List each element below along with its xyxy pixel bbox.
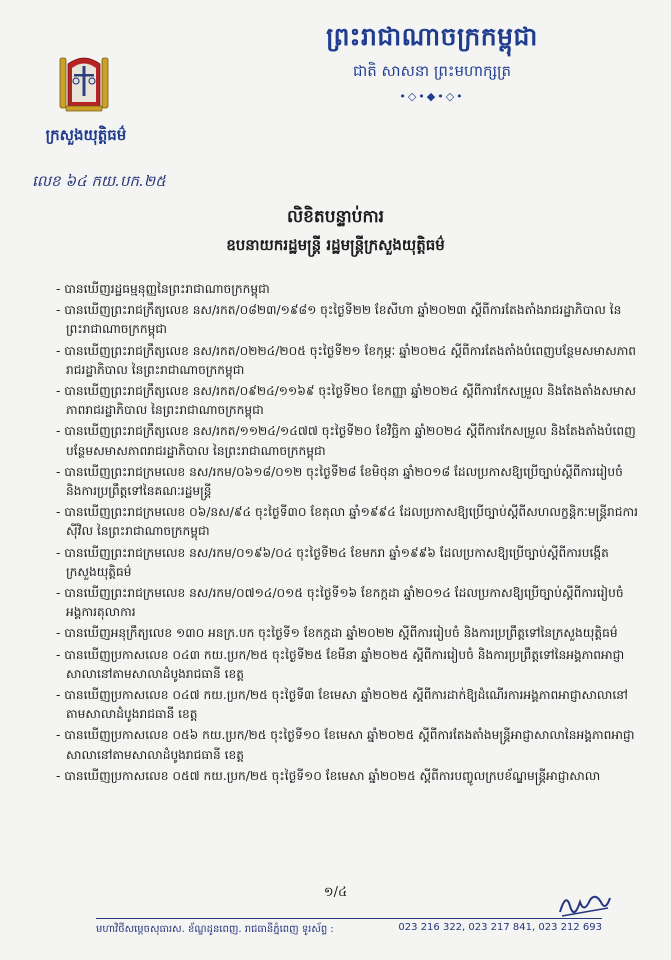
ministry-name: ក្រសួងយុត្តិធម៌ [45, 126, 127, 144]
footer-address: មហាវិថីសម្តេចសុធារស. ខ័ណ្ឌដូនពេញ. រាជធានីភ្នំពេញ ទូរស័ព្ទ : [96, 924, 334, 935]
reference-number: លេខ ៦៤ កយ.បក.២៥ [32, 172, 166, 190]
clause-item: - បានឃើញព្រះរាជក្រឹត្យលេខ នស/រកត/០៨២៣/១៩៨១ ចុះថ្ងៃទី២២ ខែសីហា ឆ្នាំ២០២៣ ស្តីពីការតែងតាំងរាជរដ្ឋាភិបាល នៃព្រះរាជាណាចក្រកម្ពុជា [56, 303, 622, 337]
document-subtitle: ឧបនាយករដ្ឋមន្ត្រី រដ្ឋមន្ត្រីក្រសួងយុត្តិធម៌ [226, 236, 445, 254]
clause-item: - បានឃើញព្រះរាជក្រឹត្យលេខ នស/រកត/០២២៤/២០៥ ចុះថ្ងៃទី២១ ខែកុម្ភៈ ឆ្នាំ២០២៤ ស្តីពីការតែងតាំងបំពេញបន្ថែមសមាសភាពរាជរដ្ឋាភិបាល នៃព្រះរាជាណាចក្រកម្ពុជា [56, 343, 637, 377]
clause-list [56, 280, 638, 788]
kingdom-title: ព្រះរាជាណាចក្រកម្ពុជា [326, 22, 538, 51]
footer [96, 922, 602, 937]
clause-item: - បានឃើញអនុក្រឹត្យលេខ ១៣០ អនក្រ.បក ចុះថ្ងៃទី១ ខែកក្កដា ឆ្នាំ២០២២ ស្តីពីការរៀបចំ និងការប្រព្រឹត្តទៅនៃក្រសួងយុត្តិធម៌ [56, 626, 618, 641]
document-title: លិខិតបន្ទាប់ការ [286, 207, 385, 227]
kingdom-header [222, 22, 642, 103]
clause-item: - បានឃើញព្រះរាជក្រមលេខ នស/រកម/០១៩៦/០៤ ចុះថ្ងៃទី២៤ ខែមករា ឆ្នាំ១៩៩៦ ដែលប្រកាសឱ្យប្រើច្បាប់ស្តីពីការបង្កើតក្រសួងយុត្តិធម៌ [56, 545, 609, 579]
clause-item: - បានឃើញប្រកាសលេខ ០៥៧ កយ.ប្រក/២៥ ចុះថ្ងៃទី១០ ខែមេសា ឆ្នាំ២០២៥ ស្តីពីការបញ្ចូលក្របខ័ណ្ឌមន្ត្រីអាជ្ញាសាលា [56, 768, 601, 783]
clause-item: - បានឃើញប្រកាសលេខ ០៤៣ កយ.ប្រក/២៥ ចុះថ្ងៃទី២៥ ខែមីនា ឆ្នាំ២០២៥ ស្តីពីការរៀបចំ និងការប្រព្រឹត្តទៅនៃអង្គភាពអាជ្ញាសាលានៅតាមសាលាដំបូងរាជធានី ខេត្ត [56, 647, 625, 681]
clause-item: - បានឃើញព្រះរាជក្រឹត្យលេខ នស/រកត/១១២៤/១៤៧៧ ចុះថ្ងៃទី២០ ខែវិច្ឆិកា ឆ្នាំ២០២៤ ស្តីពីការកែសម្រួល និងតែងតាំងបំពេញបន្ថែមសមាសភាពរាជរដ្ឋាភិបាល នៃព្រះរាជាណាចក្រកម្ពុជា [56, 424, 636, 458]
footer-divider [96, 918, 602, 919]
clause-item: - បានឃើញប្រកាសលេខ ០៤៧ កយ.ប្រក/២៥ ចុះថ្ងៃទី៣ ខែមេសា ឆ្នាំ២០២៥ ស្តីពីការដាក់ឱ្យដំណើរការអង្គភាពអាជ្ញាសាលានៅតាមសាលាដំបូងរាជធានី ខេត្ត [56, 688, 628, 722]
clause-item: - បានឃើញព្រះរាជក្រឹត្យលេខ នស/រកត/០៩២៤/១១៦៩ ចុះថ្ងៃទី២០ ខែកញ្ញា ឆ្នាំ២០២៤ ស្តីពីការកែសម្រួល និងតែងតាំងសមាសភាពរាជរដ្ឋាភិបាល នៃព្រះរាជាណាចក្រកម្ពុជា [56, 384, 637, 418]
footer-phones: 023 216 322, 023 217 841, 023 212 693 [398, 922, 602, 933]
ministry-emblem-icon [58, 50, 110, 114]
signature-initials-icon [554, 888, 614, 920]
clause-item: - បានឃើញព្រះរាជក្រមលេខ នស/រកម/០៦១៨/០១២ ចុះថ្ងៃទី២៨ ខែមិថុនា ឆ្នាំ២០១៨ ដែលប្រកាសឱ្យប្រើច្បាប់ស្តីពីការរៀបចំ និងការប្រព្រឹត្តទៅនៃគណៈរដ្ឋមន្ត្រី [56, 464, 623, 499]
clause-item: - បានឃើញប្រកាសលេខ ០៥៦ កយ.ប្រក/២៥ ចុះថ្ងៃទី១០ ខែមេសា ឆ្នាំ២០២៥ ស្តីពីការតែងតាំងមន្ត្រីអាជ្ញាសាលានៃអង្គភាពអាជ្ញាសាលានៅតាមសាលាដំបូងរាជធានី ខេត្ត [56, 728, 635, 762]
national-motto: ជាតិ សាសនា ព្រះមហាក្សត្រ [352, 62, 512, 80]
page-number: ១/៤ [323, 885, 348, 900]
clause-item: - បានឃើញព្រះរាជក្រមលេខ នស/រកម/០៧១៤/០១៥ ចុះថ្ងៃទី១៦ ខែកក្កដា ឆ្នាំ២០១៤ ដែលប្រកាសឱ្យប្រើច្បាប់ស្តីពីការរៀបចំអង្គការតុលាការ [56, 586, 624, 620]
clause-item: - បានឃើញរដ្ឋធម្មនុញ្ញនៃព្រះរាជាណាចក្រកម្ពុជា [56, 282, 270, 296]
header-ornament: •◇•◆•◇• [399, 90, 465, 103]
clause-item: - បានឃើញព្រះរាជក្រមលេខ ០៦/នស/៩៤ ចុះថ្ងៃទី៣០ ខែតុលា ឆ្នាំ១៩៩៤ ដែលប្រកាសឱ្យប្រើច្បាប់ស្តីពីសហលក្ខន្តិកៈមន្ត្រីរាជការស៊ីវិល នៃព្រះរាជាណាចក្រកម្ពុជា [56, 505, 638, 539]
